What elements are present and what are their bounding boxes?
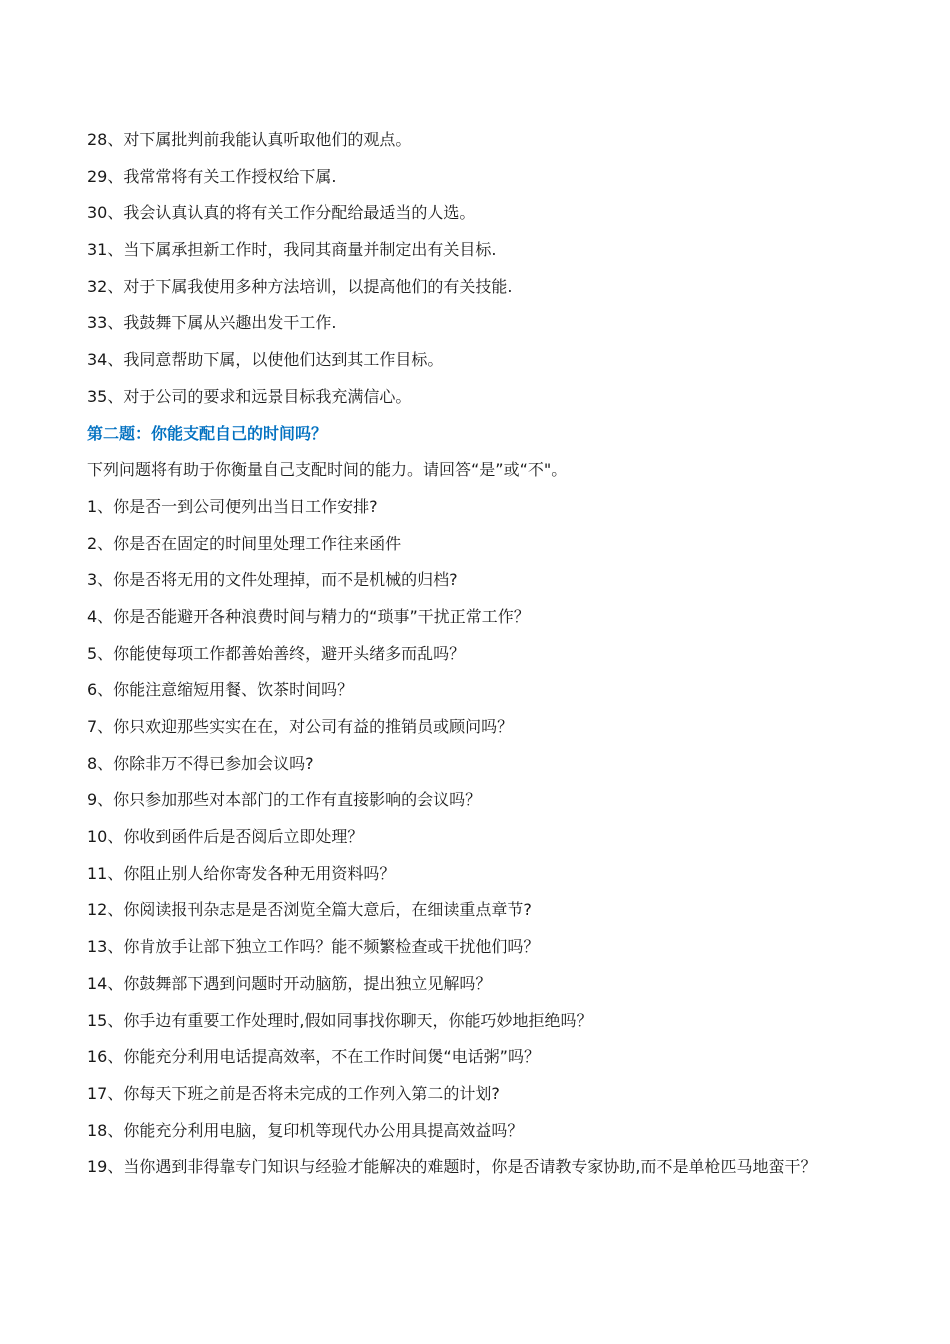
list-item: 17、你每天下班之前是否将未完成的工作列入第二的计划? (87, 1083, 500, 1103)
list-item: 3、你是否将无用的文件处理掉，而不是机械的归档? (87, 570, 458, 590)
list-item: 10、你收到函件后是否阅后立即处理？ (87, 827, 364, 847)
list-item: 30、我会认真认真的将有关工作分配给最适当的人选。 (87, 203, 476, 223)
list-item: 8、你除非万不得已参加会议吗? (87, 753, 314, 773)
list-item: 35、对于公司的要求和远景目标我充满信心。 (87, 386, 412, 406)
list-item: 9、你只参加那些对本部门的工作有直接影响的会议吗？ (87, 790, 482, 810)
list-item: 5、你能使每项工作都善始善终，避开头绪多而乱吗？ (87, 643, 466, 663)
list-item: 6、你能注意缩短用餐、饮茶时间吗？ (87, 680, 354, 700)
list-item: 16、你能充分利用电话提高效率，不在工作时间煲“电话粥”吗？ (87, 1047, 540, 1067)
list-item: 32、对于下属我使用多种方法培训，以提高他们的有关技能. (87, 276, 513, 296)
list-item: 2、你是否在固定的时间里处理工作往来函件 (87, 533, 402, 553)
list-item: 29、我常常将有关工作授权给下属. (87, 166, 337, 186)
section-heading: 第二题：你能支配自己的时间吗？ (87, 423, 328, 443)
list-item: 28、对下属批判前我能认真听取他们的观点。 (87, 130, 412, 149)
list-item: 11、你阻止别人给你寄发各种无用资料吗？ (87, 863, 396, 883)
list-item-multiline: 19、当你遇到非得靠专门知识与经验才能解决的难题时，你是否请教专家协助,而不是单枪匹马地蛮干？ (87, 1157, 817, 1177)
list-item: 33、我鼓舞下属从兴趣出发干工作. (87, 313, 337, 333)
list-item: 34、我同意帮助下属，以使他们达到其工作目标。 (87, 350, 444, 370)
list-item: 31、当下属承担新工作时，我同其商量并制定出有关目标. (87, 240, 497, 260)
list-item: 15、你手边有重要工作处理时,假如同事找你聊天，你能巧妙地拒绝吗？ (87, 1010, 593, 1030)
list-item: 4、你是否能避开各种浪费时间与精力的“琐事”干扰正常工作？ (87, 606, 530, 626)
list-item: 18、你能充分利用电脑，复印机等现代办公用具提高效益吗？ (87, 1120, 524, 1140)
list-item: 14、你鼓舞部下遇到问题时开动脑筋，提出独立见解吗？ (87, 973, 492, 993)
list-item: 1、你是否一到公司便列出当日工作安排? (87, 496, 378, 516)
list-item: 7、你只欢迎那些实实在在，对公司有益的推销员或顾问吗？ (87, 717, 514, 736)
list-item: 12、你阅读报刊杂志是是否浏览全篇大意后，在细读重点章节? (87, 900, 532, 920)
document-body (87, 122, 877, 1186)
list-item: 13、你肯放手让部下独立工作吗？能不频繁检查或干扰他们吗？ (87, 937, 540, 957)
section-intro: 下列问题将有助于你衡量自己支配时间的能力。请回答“是”或“不"。 (87, 460, 568, 480)
